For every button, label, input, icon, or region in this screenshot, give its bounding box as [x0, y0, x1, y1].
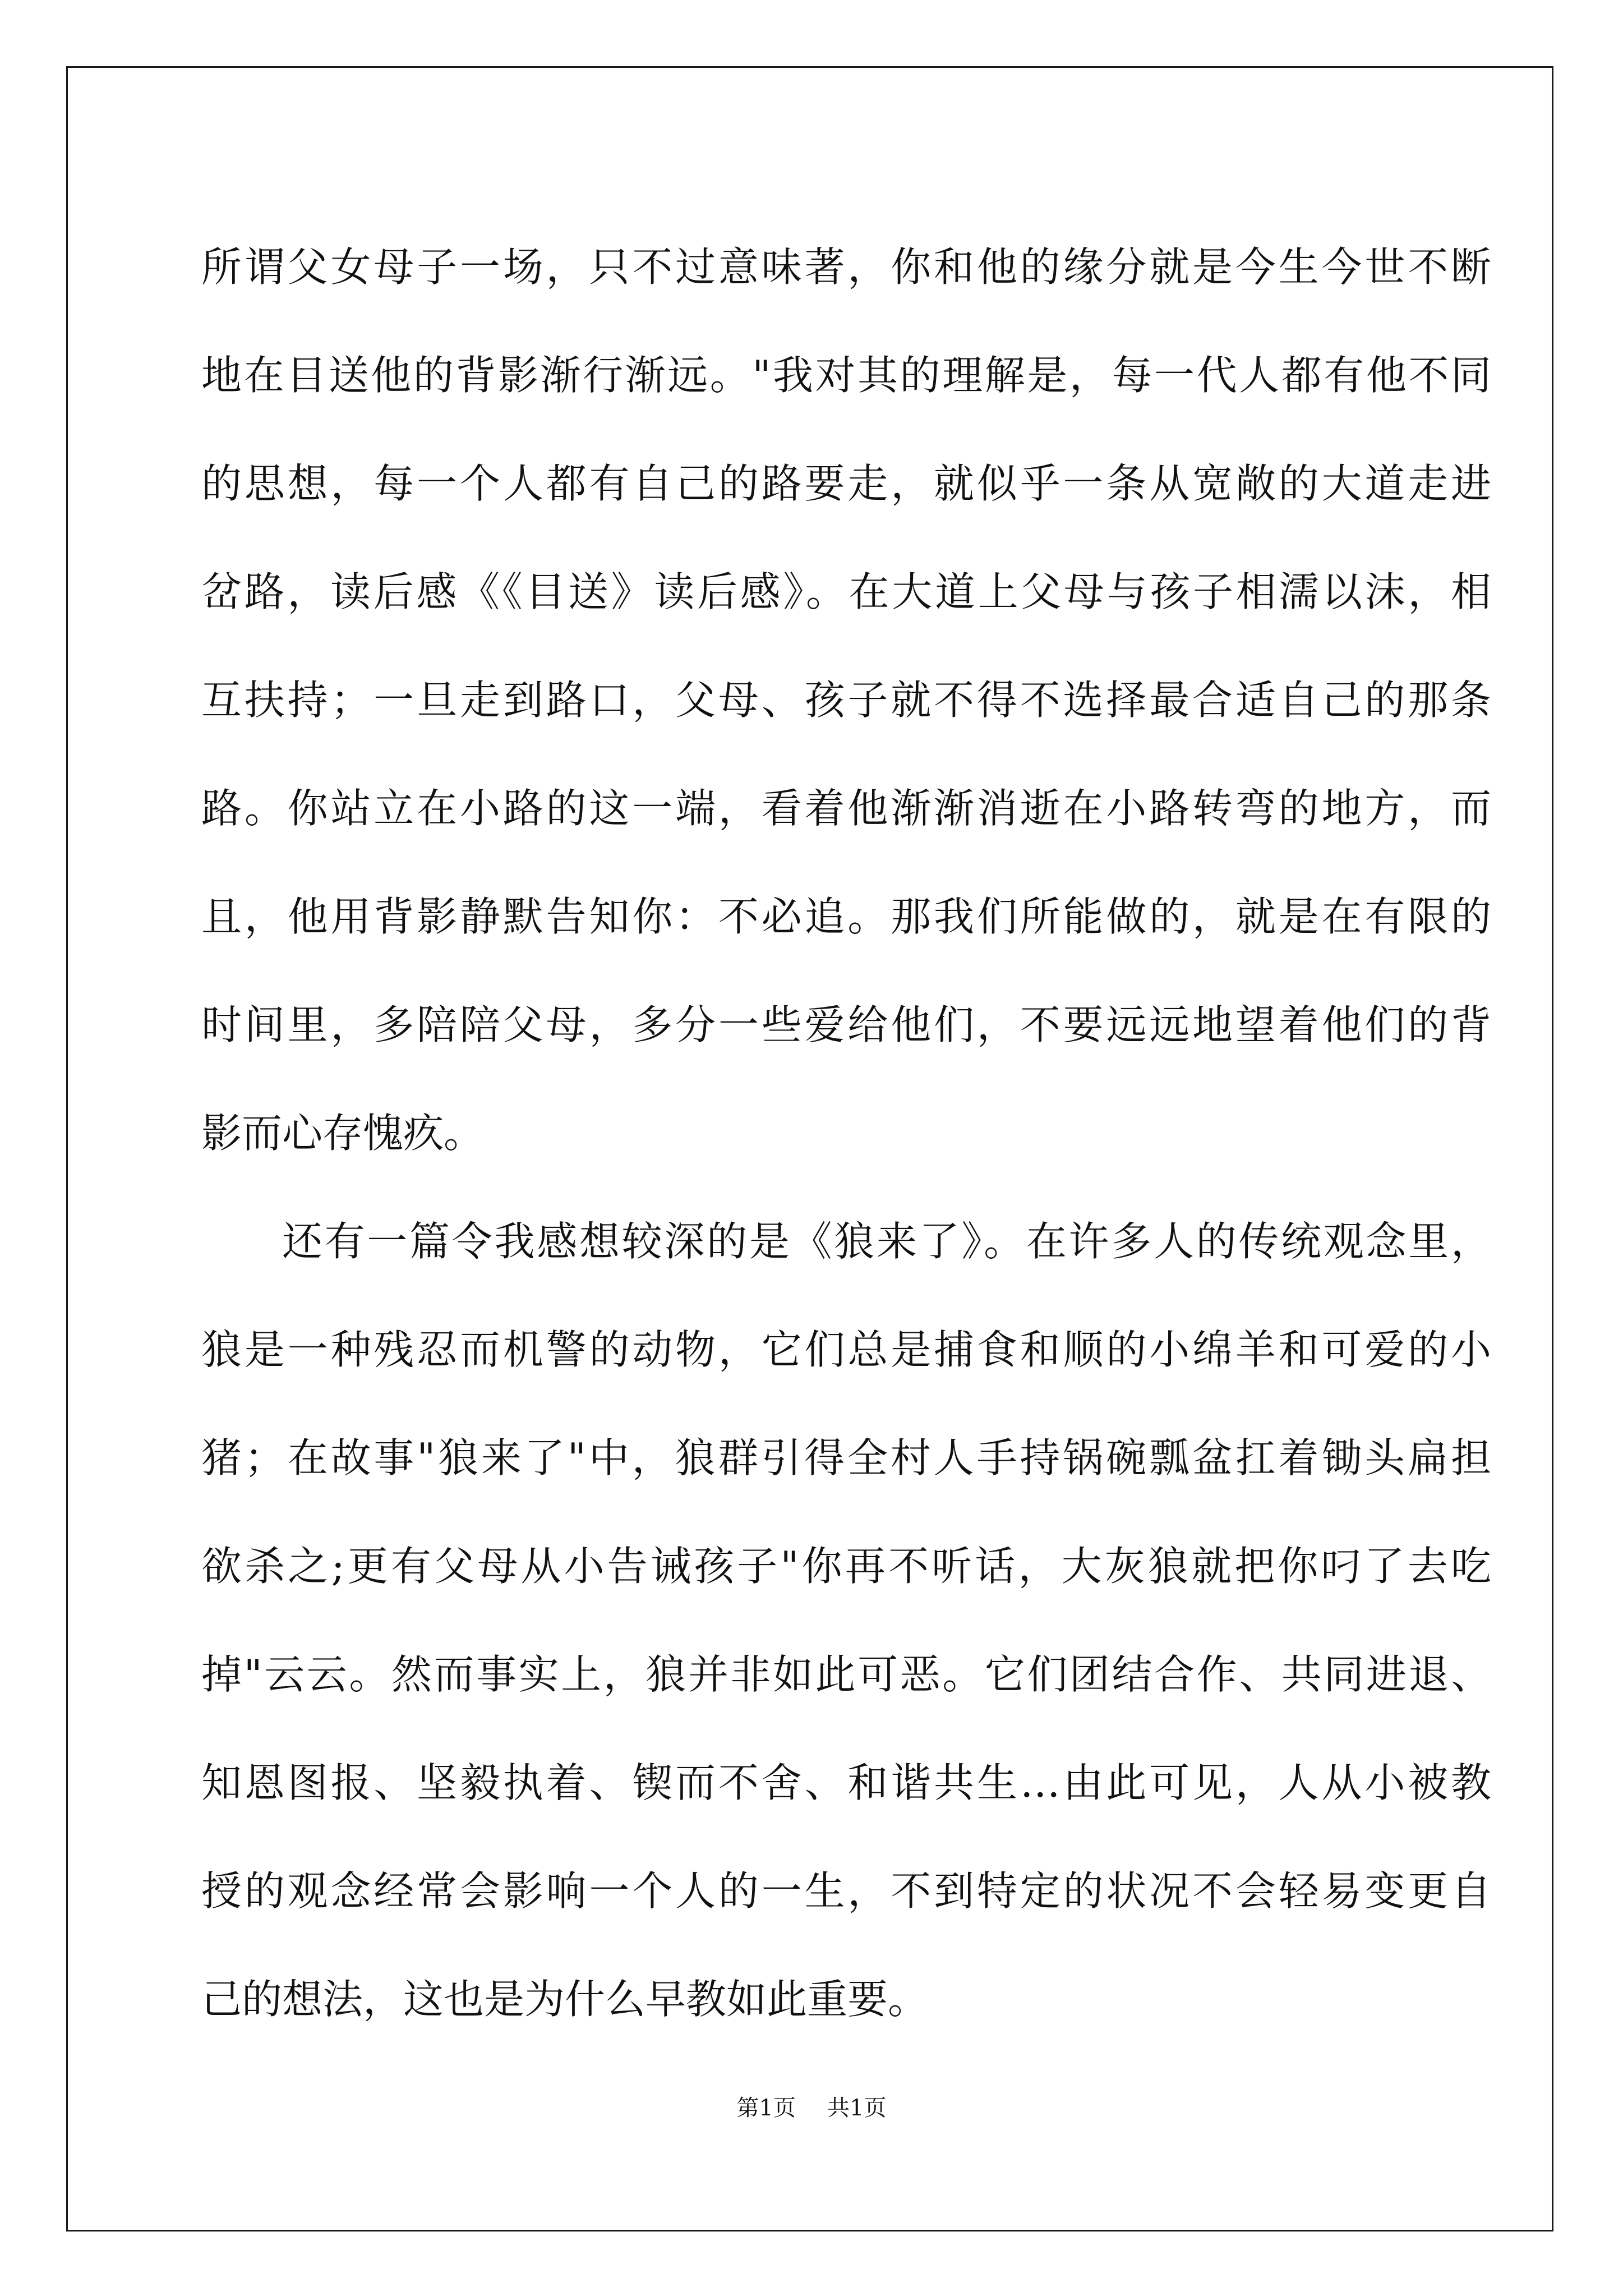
text-line: 欲杀之;更有父母从小告诫孩子"你再不听话，大灰狼就把你叼了去吃: [201, 1543, 1491, 1590]
text-line: 所谓父女母子一场，只不过意味著，你和他的缘分就是今生今世不断: [201, 243, 1491, 291]
text-line: 且，他用背影静默告知你：不必追。那我们所能做的，就是在有限的: [201, 893, 1491, 940]
page-number-total: 共1页: [827, 2095, 887, 2121]
text-line: 知恩图报、坚毅执着、锲而不舍、和谐共生…由此可见，人从小被教: [201, 1759, 1491, 1806]
text-line: 时间里，多陪陪父母，多分一些爱给他们，不要远远地望着他们的背: [201, 1001, 1491, 1048]
page-footer: [0, 2091, 1623, 2125]
document-body: [201, 213, 1491, 2054]
text-line: 路。你站立在小路的这一端，看着他渐渐消逝在小路转弯的地方，而: [201, 785, 1491, 832]
text-line: 猪；在故事"狼来了"中，狼群引得全村人手持锅碗瓢盆扛着锄头扁担: [201, 1434, 1491, 1481]
text-line: 的思想，每一个人都有自己的路要走，就似乎一条从宽敞的大道走进: [201, 460, 1491, 507]
text-line: 影而心存愧疚。: [201, 1110, 485, 1157]
paragraph-2: [201, 1188, 1491, 2054]
text-line: 狼是一种残忍而机警的动物，它们总是捕食和顺的小绵羊和可爱的小: [201, 1326, 1491, 1373]
text-line: 掉"云云。然而事实上，狼并非如此可恶。它们团结合作、共同进退、: [201, 1651, 1491, 1698]
page-number-current: 第1页: [736, 2095, 796, 2121]
text-line: 互扶持；一旦走到路口，父母、孩子就不得不选择最合适自己的那条: [201, 677, 1491, 724]
text-line: 还有一篇令我感想较深的是《狼来了》。在许多人的传统观念里，: [282, 1218, 1491, 1265]
text-line: 岔路，读后感《《目送》读后感》。在大道上父母与孩子相濡以沫，相: [201, 568, 1491, 615]
text-line: 授的观念经常会影响一个人的一生，不到特定的状况不会轻易变更自: [201, 1867, 1491, 1915]
paragraph-1: [201, 213, 1491, 1188]
text-line: 己的想法，这也是为什么早教如此重要。: [201, 1976, 929, 2023]
text-line: 地在目送他的背影渐行渐远。"我对其的理解是，每一代人都有他不同: [201, 352, 1491, 399]
